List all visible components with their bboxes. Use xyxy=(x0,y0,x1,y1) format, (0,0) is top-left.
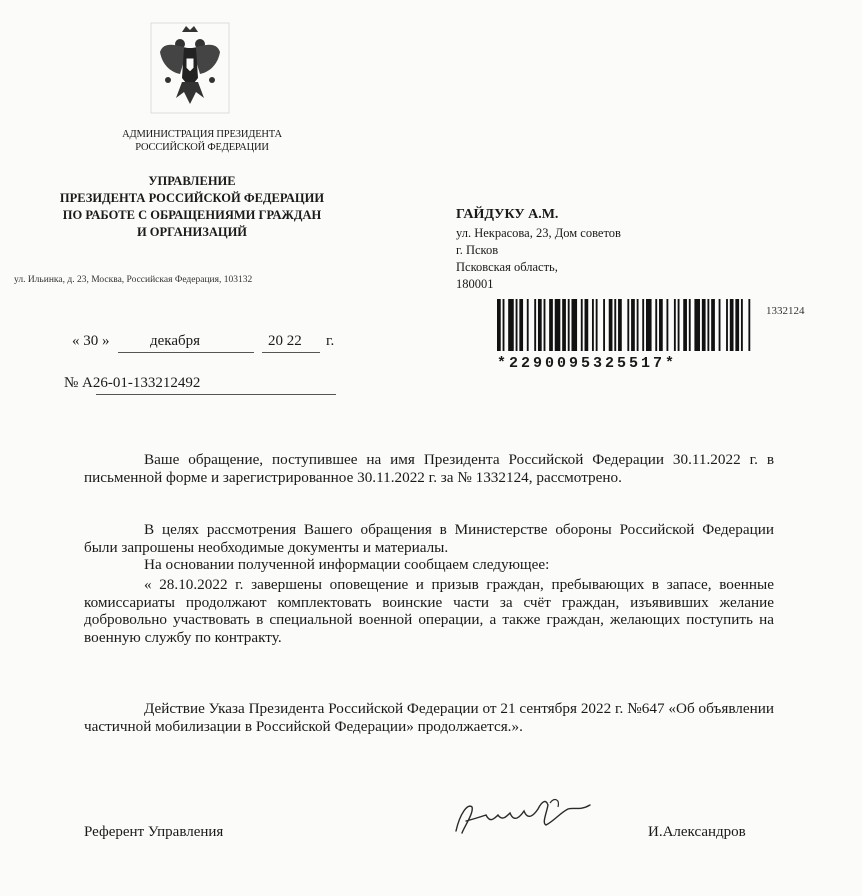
department-line3: ПО РАБОТЕ С ОБРАЩЕНИЯМИ ГРАЖДАН xyxy=(62,208,322,222)
date-year: 20 22 xyxy=(268,333,302,349)
date-month-underline xyxy=(118,352,254,353)
department-line1: УПРАВЛЕНИЕ xyxy=(148,174,236,188)
date-suffix: г. xyxy=(326,333,335,349)
recipient-street: ул. Некрасова, 23, Дом советов xyxy=(456,226,621,240)
date-day: « 30 » xyxy=(72,333,110,349)
document-number-underline xyxy=(96,394,336,395)
body-paragraph-4: « 28.10.2022 г. завершены оповещение и призыв граждан, пребывающих в запасе, военные комиссариаты продолжают комплектовать воинские части за счёт граждан, изъявивших желание добровольно участвовать в специальной военной операции, а также граждан, желающих поступить на военную службу по контракту. xyxy=(84,576,774,646)
sender-address: ул. Ильинка, д. 23, Москва, Российская Федерация, 103132 xyxy=(14,275,253,285)
body-paragraph-3: На основании полученной информации сообщаем следующее: xyxy=(144,556,550,573)
department-line2: ПРЕЗИДЕНТА РОССИЙСКОЙ ФЕДЕРАЦИИ xyxy=(59,191,325,205)
recipient-name: ГАЙДУКУ А.М. xyxy=(456,207,559,222)
recipient-city: г. Псков xyxy=(456,243,499,257)
body-paragraph-5: Действие Указа Президента Российской Федерации от 21 сентября 2022 г. №647 «Об объявлении частичной мобилизации в Российской Федерации» продолжается.». xyxy=(84,700,774,735)
body-paragraph-1: Ваше обращение, поступившее на имя Президента Российской Федерации 30.11.2022 г. в письменной форме и зарегистрированное 30.11.2022 г. за № 1332124, рассмотрено. xyxy=(84,451,774,486)
admin-title-line2: РОССИЙСКОЙ ФЕДЕРАЦИИ xyxy=(135,142,269,153)
coat-of-arms-emblem xyxy=(150,22,230,114)
barcode xyxy=(497,299,754,351)
barcode-digits: *2290095325517* xyxy=(497,355,678,372)
admin-title-line1: АДМИНИСТРАЦИЯ ПРЕЗИДЕНТА xyxy=(122,129,282,140)
signer-name: И.Александров xyxy=(648,824,746,840)
recipient-region: Псковская область, xyxy=(456,260,558,274)
date-month: декабря xyxy=(150,333,201,349)
barcode-side-number: 1332124 xyxy=(766,305,805,317)
handwritten-signature xyxy=(450,793,600,843)
recipient-postcode: 180001 xyxy=(456,277,494,291)
date-year-underline xyxy=(262,352,320,353)
signer-position: Референт Управления xyxy=(84,824,224,840)
body-paragraph-2: В целях рассмотрения Вашего обращения в Министерстве обороны Российской Федерации были запрошены необходимые документы и материалы. xyxy=(84,521,774,556)
document-number: № А26-01-133212492 xyxy=(64,375,201,391)
department-line4: И ОРГАНИЗАЦИЙ xyxy=(136,225,248,239)
